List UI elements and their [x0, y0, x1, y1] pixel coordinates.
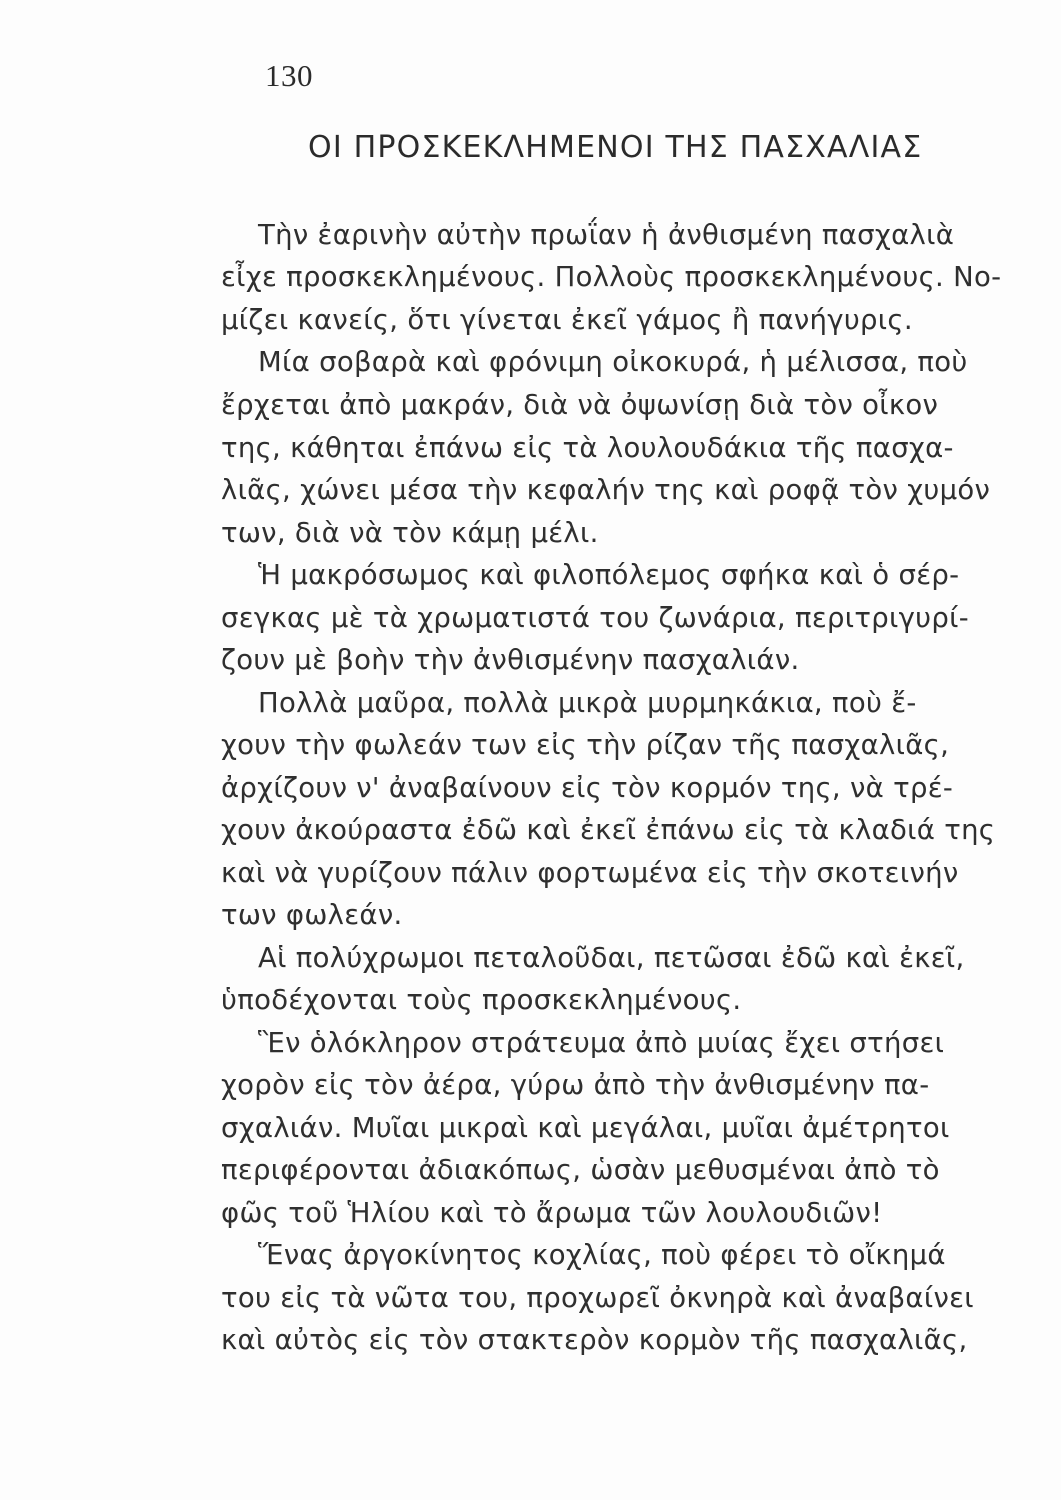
- text-line: χουν τὴν φωλεάν των εἰς τὴν ρίζαν τῆς πασχαλιᾶς,: [221, 729, 950, 761]
- text-line: μίζει κανείς, ὅτι γίνεται ἐκεῖ γάμος ἢ πανήγυρις.: [221, 304, 913, 336]
- text-line: λιᾶς, χώνει μέσα τὴν κεφαλήν της καὶ ροφᾷ τὸν χυμόν: [221, 474, 991, 506]
- text-line: σχαλιάν. Μυῖαι μικραὶ καὶ μεγάλαι, μυῖαι ἀμέτρητοι: [221, 1112, 950, 1144]
- text-line: φῶς τοῦ Ἡλίου καὶ τὸ ἄρωμα τῶν λουλουδιῶν!: [221, 1197, 883, 1229]
- text-line: σεγκας μὲ τὰ χρωματιστά του ζωνάρια, περιτριγυρί-: [221, 602, 969, 634]
- text-line: Ἕνας ἀργοκίνητος κοχλίας, ποὺ φέρει τὸ οἴκημά: [258, 1239, 946, 1271]
- text-line: χορὸν εἰς τὸν ἀέρα, γύρω ἀπὸ τὴν ἀνθισμένην πα-: [221, 1069, 930, 1101]
- text-line: ἀρχίζουν ν' ἀναβαίνουν εἰς τὸν κορμόν της, νὰ τρέ-: [221, 772, 954, 804]
- text-line: περιφέρονται ἀδιακόπως, ὡσὰν μεθυσμέναι ἀπὸ τὸ: [221, 1154, 940, 1186]
- text-line: των φωλεάν.: [221, 899, 403, 931]
- page-number: 130: [265, 58, 313, 93]
- text-line: Αἱ πολύχρωμοι πεταλοῦδαι, πετῶσαι ἐδῶ καὶ ἐκεῖ,: [258, 942, 965, 974]
- text-line: Ἓν ὁλόκληρον στράτευμα ἀπὸ μυίας ἔχει στήσει: [258, 1027, 945, 1059]
- text-line: των, διὰ νὰ τὸν κάμῃ μέλι.: [221, 517, 599, 549]
- text-line: ὑποδέχονται τοὺς προσκεκλημένους.: [221, 984, 742, 1016]
- text-line: καὶ αὐτὸς εἰς τὸν στακτερὸν κορμὸν τῆς πασχαλιᾶς,: [221, 1324, 968, 1356]
- text-line: της, κάθηται ἐπάνω εἰς τὰ λουλουδάκια τῆς πασχα-: [221, 432, 954, 464]
- text-line: ἔρχεται ἀπὸ μακράν, διὰ νὰ ὀψωνίσῃ διὰ τὸν οἶκον: [221, 389, 939, 421]
- text-line: ζουν μὲ βοὴν τὴν ἀνθισμένην πασχαλιάν.: [221, 644, 800, 676]
- text-line: Μία σοβαρὰ καὶ φρόνιμη οἰκοκυρά, ἡ μέλισσα, ποὺ: [258, 346, 968, 378]
- text-line: εἶχε προσκεκλημένους. Πολλοὺς προσκεκλημένους. Νο-: [221, 261, 1002, 293]
- text-line: καὶ νὰ γυρίζουν πάλιν φορτωμένα εἰς τὴν σκοτεινήν: [221, 857, 959, 889]
- text-line: Ἡ μακρόσωμος καὶ φιλοπόλεμος σφήκα καὶ ὁ σέρ-: [258, 559, 960, 591]
- text-line: χουν ἀκούραστα ἐδῶ καὶ ἐκεῖ ἐπάνω εἰς τὰ κλαδιά της: [221, 814, 996, 846]
- text-line: Τὴν ἐαρινὴν αὐτὴν πρωΐαν ἡ ἀνθισμένη πασχαλιὰ: [258, 219, 955, 251]
- text-line: Πολλὰ μαῦρα, πολλὰ μικρὰ μυρμηκάκια, ποὺ ἔ-: [258, 687, 917, 719]
- chapter-title: ΟΙ ΠΡΟΣΚΕΚΛΗΜΕΝΟΙ ΤΗΣ ΠΑΣΧΑΛΙΑΣ: [308, 130, 923, 165]
- text-line: του εἰς τὰ νῶτα του, προχωρεῖ ὀκνηρὰ καὶ ἀναβαίνει: [221, 1282, 974, 1314]
